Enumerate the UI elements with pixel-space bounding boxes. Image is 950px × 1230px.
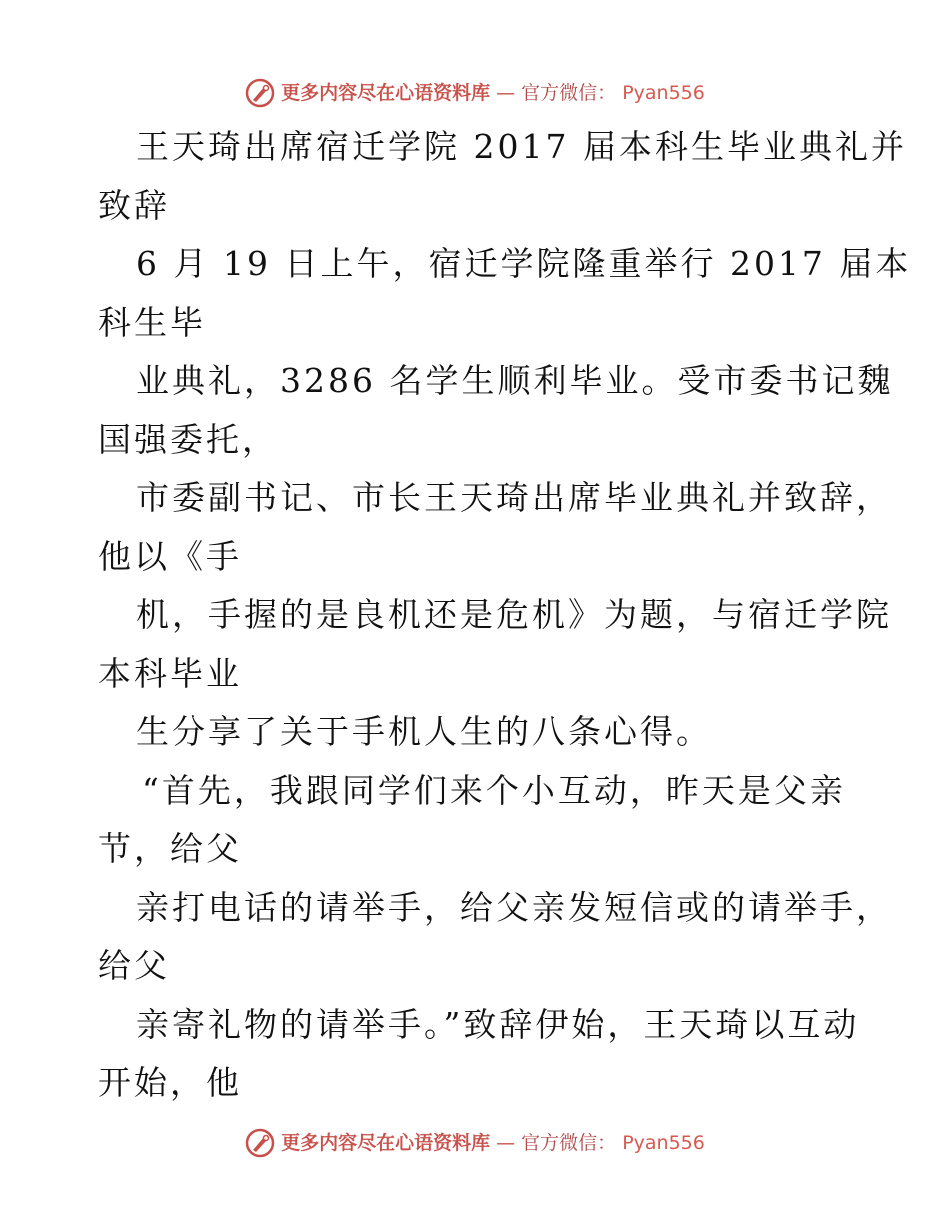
text-line: 业典礼，3286 名学生顺利毕业。受市委书记魏 [136,361,894,400]
watermark-dash: — [496,82,516,104]
text-line: 致辞 [98,185,170,225]
text-line: 国强委托， [98,419,278,459]
footer-watermark [0,1128,950,1158]
watermark-wechat-id: Pyan556 [622,82,705,104]
text-line: 机，手握的是良机还是危机》为题，与宿迁学院 [136,595,892,634]
pen-logo-icon [245,1128,275,1158]
text-line: 节，给父 [98,829,242,868]
document-body [98,118,912,1113]
text-line: 王天琦出席宿迁学院 2017 届本科生毕业典礼并 [136,127,907,166]
watermark-brand: 更多内容尽在心语资料库 [281,1132,491,1154]
text-line: 生分享了关于手机人生的八条心得。 [136,712,712,751]
text-line: 科生毕 [98,302,206,342]
watermark-label: 官方微信： [521,82,617,104]
watermark-dash: — [496,1132,516,1154]
watermark-wechat-id: Pyan556 [622,1132,705,1154]
watermark-label: 官方微信： [521,1132,617,1154]
text-line: 亲寄礼物的请举手。”致辞伊始，王天琦以互动 [136,1004,860,1044]
pen-logo-icon [245,78,275,108]
text-line: “首先，我跟同学们来个小互动，昨天是父亲 [142,770,846,810]
text-line: 给父 [98,946,170,985]
text-line: 开始，他 [98,1063,242,1102]
text-line: 本科毕业 [98,653,242,693]
text-line: 市委副书记、市长王天琦出席毕业典礼并致辞， [136,478,892,517]
header-watermark [0,78,950,108]
text-line: 他以《手 [98,536,242,576]
text-line: 6 月 19 日上午，宿迁学院隆重举行 2017 届本 [136,244,912,283]
text-line: 亲打电话的请举手，给父亲发短信或的请举手， [136,887,892,927]
watermark-brand: 更多内容尽在心语资料库 [281,82,491,104]
